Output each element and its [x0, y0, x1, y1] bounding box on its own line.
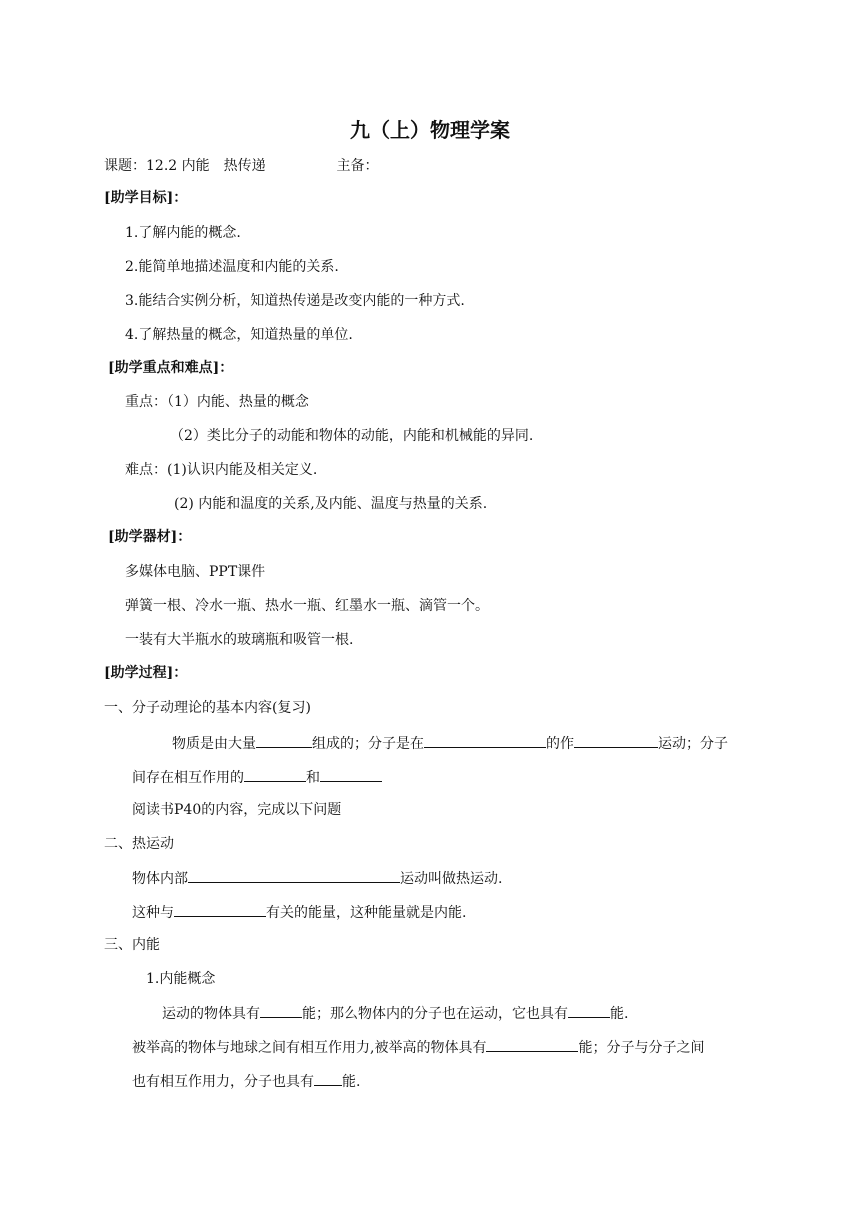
goal-item: 2.能简单地描述温度和内能的关系. — [125, 259, 339, 275]
answer-blank[interactable] — [320, 767, 382, 782]
goal-item: 1.了解内能的概念. — [125, 225, 241, 241]
goals-heading: [助学目标]： — [104, 190, 188, 206]
answer-blank[interactable] — [188, 868, 400, 883]
equipment-item: 一装有大半瓶水的玻璃瓶和吸管一根. — [125, 632, 354, 648]
answer-blank[interactable] — [244, 767, 306, 782]
answer-blank[interactable] — [568, 1003, 610, 1018]
equipment-heading: [助学器材]： — [108, 529, 192, 545]
difficulty-line-2: (2) 内能和温度的关系,及内能、温度与热量的关系. — [174, 496, 488, 512]
equipment-item: 弹簧一根、冷水一瓶、热水一瓶、红墨水一瓶、滴管一个。 — [125, 598, 489, 614]
process-heading: [助学过程]： — [104, 665, 188, 681]
fill-line: 也有相互作用力，分子也具有 能. — [132, 1071, 360, 1091]
lead-teacher-label: 主备： — [336, 158, 379, 174]
answer-blank[interactable] — [574, 733, 658, 748]
subsection-heading: 1.内能概念 — [146, 971, 216, 987]
section-1-heading: 一、分子动理论的基本内容(复习) — [104, 700, 311, 716]
section-3-heading: 三、内能 — [104, 937, 160, 953]
course-label: 课题：12.2 内能 热传递 — [104, 158, 266, 174]
answer-blank[interactable] — [260, 1003, 302, 1018]
equipment-item: 多媒体电脑、PPT课件 — [125, 564, 266, 580]
answer-blank[interactable] — [174, 902, 266, 917]
reading-instruction: 阅读书P40的内容，完成以下问题 — [132, 802, 342, 818]
fill-line: 间存在相互作用的 和 — [132, 767, 382, 787]
fill-line: 被举高的物体与地球之间有相互作用力,被举高的物体具有 能；分子与分子之间 — [132, 1037, 704, 1057]
section-2-heading: 二、热运动 — [104, 836, 174, 852]
focus-line-2: （2）类比分子的动能和物体的动能，内能和机械能的异同. — [170, 428, 534, 444]
answer-blank[interactable] — [256, 733, 312, 748]
course-line — [104, 157, 379, 175]
page-title: 九（上）物理学案 — [350, 118, 510, 142]
fill-line: 物质是由大量 组成的；分子是在 的作 运动；分子 — [172, 733, 728, 753]
answer-blank[interactable] — [486, 1037, 578, 1052]
fill-line: 这种与 有关的能量，这种能量就是内能. — [132, 902, 466, 922]
answer-blank[interactable] — [424, 733, 546, 748]
goal-item: 4.了解热量的概念，知道热量的单位. — [125, 327, 353, 343]
answer-blank[interactable] — [314, 1071, 342, 1086]
goal-item: 3.能结合实例分析，知道热传递是改变内能的一种方式. — [125, 293, 465, 309]
focus-line-1: 重点：（1）内能、热量的概念 — [125, 394, 309, 410]
difficulty-line-1: 难点：(1)认识内能及相关定义. — [125, 462, 318, 478]
fill-line: 物体内部 运动叫做热运动. — [132, 868, 502, 888]
fill-line: 运动的物体具有 能；那么物体内的分子也在运动，它也具有 能. — [162, 1003, 628, 1023]
keypoints-heading: [助学重点和难点]： — [108, 360, 234, 376]
